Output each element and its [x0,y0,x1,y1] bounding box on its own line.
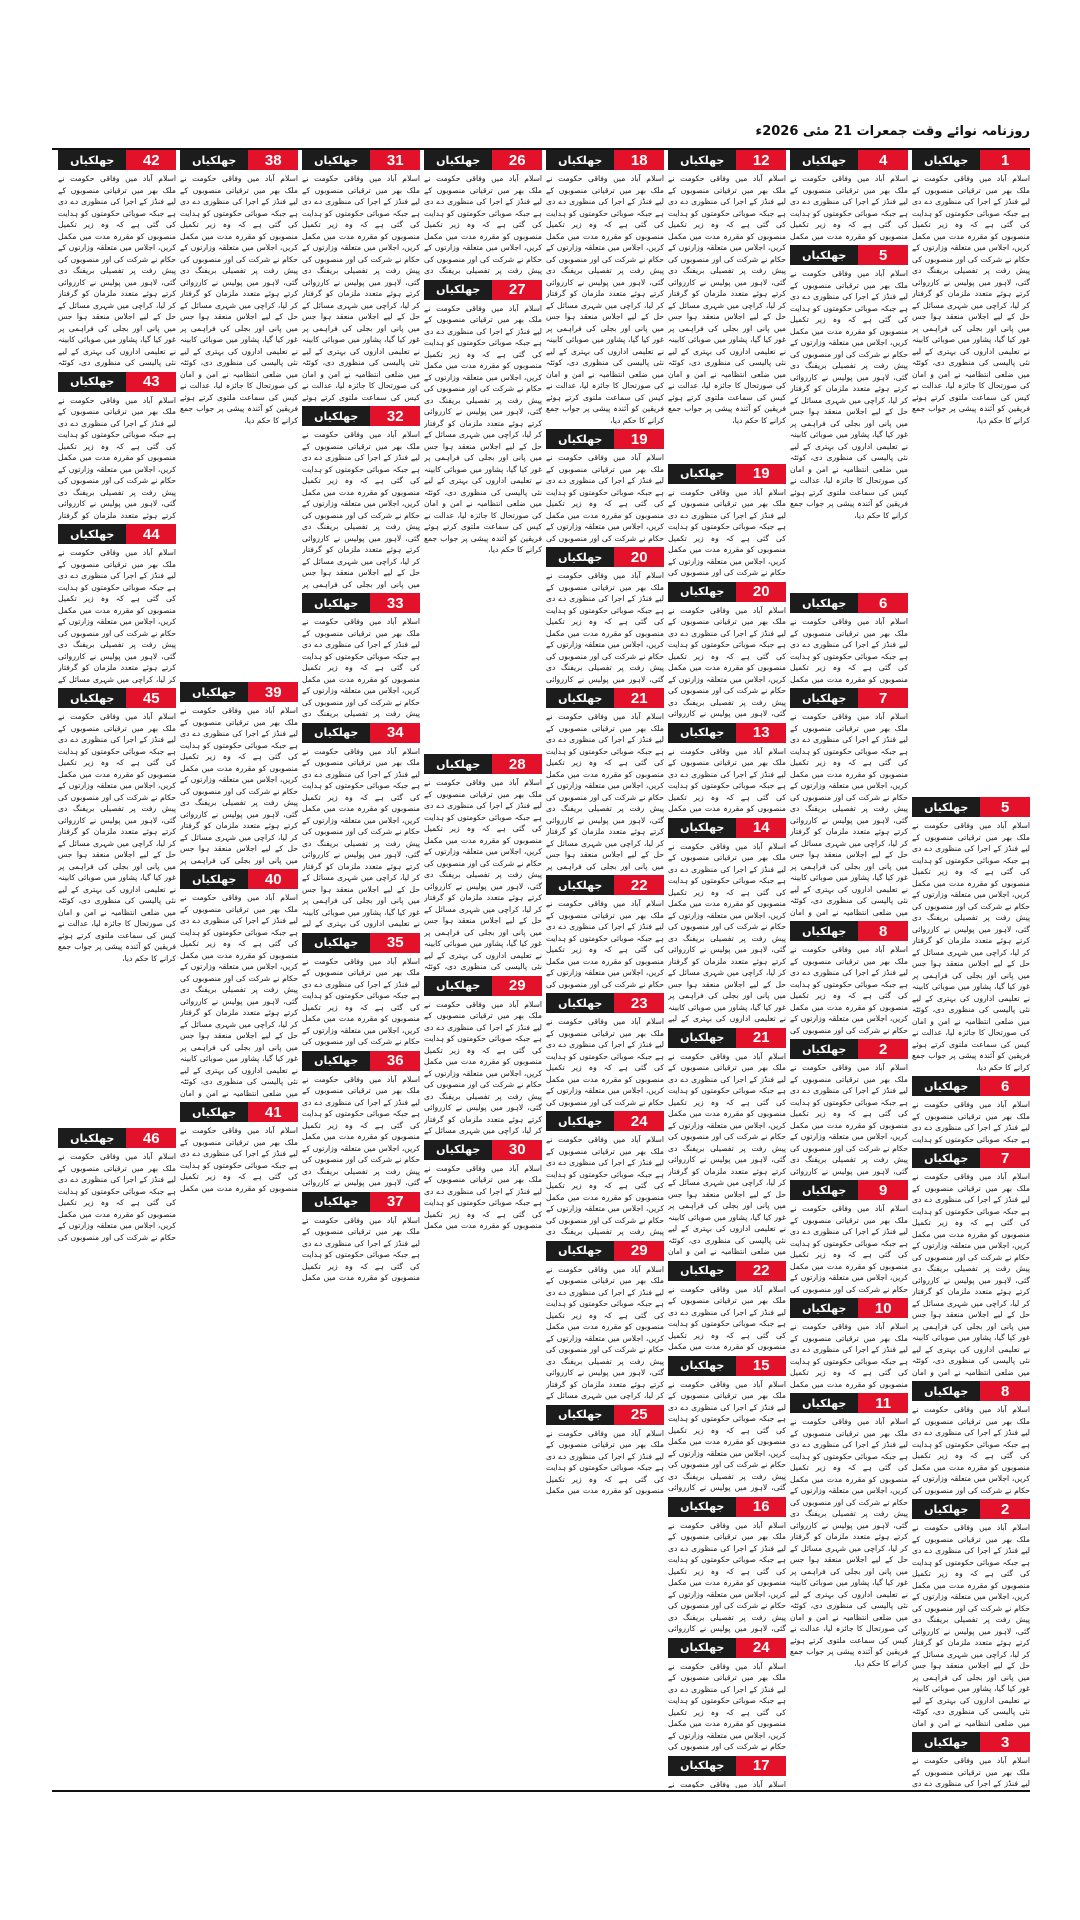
news-brief: اسلام آباد میں وفاقی حکومت نے ملک بھر میں ترقیاتی منصوبوں کے لیے فنڈز کے اجرا کی منظوری دے دی ہے جبکہ صوبائی حکومتوں کو ہدایت کی گئی ہے کہ وہ زیر تکمیل منصوبوں کو مقررہ مدت میں مکمل کریں، اجلاس میں متعلقہ وزارتوں کے حکام نے شرکت کی اور منصوبوں کی پیش رفت پر تفصیلی بریفنگ دی گئی، لاہور میں پولیس نے کارروائی کرتے ہوئے متعدد ملزمان کو گرفتار کر لیا، کراچی میں شہری مسائل کے حل کے لیے اجلاس منعقد ہوا جس میں پانی اور بجلی کی فراہمی پر [180,706,298,865]
news-brief: اسلام آباد میں وفاقی حکومت نے ملک بھر میں ترقیاتی منصوبوں کے لیے فنڈز کے اجرا کی منظوری دے دی ہے جبکہ صوبائی حکومتوں کو ہدایت کی گئی ہے کہ وہ زیر تکمیل منصوبوں کو مقررہ مدت میں مکمل کریں، اجلاس میں متعلقہ وزارتوں کے حکام نے شرکت کی اور منصوبوں کی پیش رفت پر تفصیلی بریفنگ دی گئی، لاہور میں پولیس نے کارروائی کرتے ہوئے متعدد ملزمان کو گرفتار کر لیا، کراچی میں شہری مسائل کے حل کے لیے اجلاس منعقد ہوا جس میں پانی اور بجلی کی فراہمی پر غور کیا گیا، پشاور میں صوبائی کابینہ نے تعلیمی اداروں کی بہتری کے لیے نئی پالیسی کی منظوری دی، کوئٹہ میں ضلعی انتظامیہ نے امن و امان [180,893,298,1098]
section-label [424,280,542,300]
section-number: 12 [736,150,786,170]
section-number: 20 [614,547,664,567]
news-brief: اسلام آباد میں وفاقی حکومت نے ملک بھر میں ترقیاتی منصوبوں کے لیے فنڈز کے اجرا کی منظوری دے دی ہے جبکہ صوبائی حکومتوں کو ہدایت کی گئی ہے کہ وہ زیر تکمیل منصوبوں کو مقررہ مدت میں مکمل کریں، اجلاس میں متعلقہ وزارتوں کے حکام نے شرکت کی اور منصوبوں کی پیش رفت پر تفصیلی بریفنگ دی گئی، لاہور میں پولیس نے کارروائی کرتے ہوئے متعدد ملزمان کو گرفتار کر لیا، کراچی میں شہری مسائل کے [546,1264,664,1400]
section-label [668,150,786,170]
section-number: 24 [614,1111,664,1131]
section-number: 19 [614,429,664,449]
section-label-text: جھلکیاں [668,1356,736,1376]
news-brief: اسلام آباد میں وفاقی حکومت نے ملک بھر میں ترقیاتی منصوبوں کے لیے فنڈز کے اجرا کی منظوری دے دی ہے جبکہ صوبائی حکومتوں کو ہدایت کی گئی ہے کہ وہ زیر تکمیل منصوبوں کو مقررہ مدت میں مکمل [546,1428,664,1495]
section-number: 14 [736,818,786,838]
column-8 [58,150,176,1788]
news-brief: اسلام آباد میں وفاقی حکومت نے ملک بھر میں ترقیاتی منصوبوں کے لیے فنڈز کے اجرا کی منظوری دے دی ہے جبکہ صوبائی حکومتوں کو ہدایت کی گئی ہے کہ وہ زیر تکمیل منصوبوں کو مقررہ مدت میں مکمل کریں، اجلاس میں متعلقہ وزارتوں کے حکام نے شرکت کی اور منصوبوں کی [302,956,420,1046]
section-label-text: جھلکیاں [668,818,736,838]
news-brief: اسلام آباد میں وفاقی حکومت نے ملک بھر میں ترقیاتی منصوبوں کے لیے فنڈز کے اجرا کی منظوری دے دی ہے جبکہ صوبائی حکومتوں کو ہدایت کی گئی ہے کہ وہ زیر تکمیل منصوبوں کو مقررہ مدت میں مکمل کریں، اجلاس میں متعلقہ وزارتوں کے حکام نے شرکت کی اور منصوبوں کی پیش رفت پر تفصیلی بریفنگ دی گئی، لاہور میں پولیس نے کارروائی کرتے ہوئے متعدد ملزمان کو گرفتار کر لیا، کراچی میں شہری مسائل کے حل کے لیے اجلاس منعقد ہوا جس میں پانی اور بجلی کی فراہمی پر غور کیا گیا، پشاور میں صوبائی کابینہ نے تعلیمی اداروں کی بہتری کے لیے نئی پالیسی کی منظوری دی، کوئٹہ میں ضلعی انتظامیہ نے امن و امان [790,712,908,917]
section-label [668,818,786,838]
section-label-text: جھلکیاں [912,1076,980,1096]
section-label-text: جھلکیاں [546,688,614,708]
column-1 [912,150,1030,1788]
news-brief: اسلام آباد میں وفاقی حکومت نے ملک بھر میں ترقیاتی منصوبوں کے لیے فنڈز کے اجرا کی منظوری دے دی ہے جبکہ صوبائی حکومتوں کو ہدایت کی گئی ہے کہ وہ زیر تکمیل منصوبوں کو مقررہ مدت میں مکمل کریں، اجلاس میں متعلقہ وزارتوں کے حکام نے شرکت کی اور منصوبوں کی پیش رفت پر تفصیلی بریفنگ دی گئی، لاہور میں پولیس نے کارروائی کرتے ہوئے متعدد ملزمان کو گرفتار کر لیا، کراچی میں شہری مسائل کے [58,548,176,684]
section-label-text: جھلکیاں [912,1499,980,1519]
section-number: 2 [858,1039,908,1059]
section-label [302,1192,420,1212]
section-label-text: جھلکیاں [424,1140,492,1160]
section-label [790,1180,908,1200]
section-number: 19 [736,464,786,484]
section-label-text: جھلکیاں [58,688,126,708]
news-brief: اسلام آباد میں وفاقی حکومت نے ملک بھر میں ترقیاتی منصوبوں کے لیے فنڈز کے اجرا کی منظوری دے دی ہے جبکہ صوبائی حکومتوں کو ہدایت کی گئی ہے کہ وہ زیر تکمیل منصوبوں کو مقررہ مدت میں مکمل کریں، اجلاس میں متعلقہ وزارتوں کے حکام نے شرکت کی اور منصوبوں کی پیش رفت پر تفصیلی بریفنگ دی گئی، لاہور میں پولیس نے کارروائی کرتے ہوئے متعدد ملزمان کو گرفتار کر لیا، کراچی میں شہری مسائل کے حل کے لیے اجلاس منعقد ہوا جس میں پانی اور بجلی کی فراہمی پر غور کیا گیا، پشاور میں صوبائی کابینہ نے تعلیمی اداروں کی بہتری کے لیے نئی پالیسی کی منظوری دی، کوئٹہ [424,778,542,971]
news-brief: اسلام آباد میں وفاقی حکومت نے ملک بھر میں ترقیاتی منصوبوں کے لیے فنڈز کے اجرا کی منظوری دے دی ہے جبکہ صوبائی حکومتوں کو ہدایت کی گئی ہے کہ وہ زیر تکمیل منصوبوں کو مقررہ مدت میں مکمل [668,1284,786,1351]
news-brief: اسلام آباد میں وفاقی حکومت نے ملک بھر میں ترقیاتی منصوبوں کے لیے فنڈز کے اجرا کی منظوری دے دی [912,1756,1030,1788]
section-number: 26 [492,150,542,170]
section-label [180,682,298,702]
section-label [668,1756,786,1776]
section-number: 17 [736,1756,786,1776]
section-number: 44 [126,524,176,544]
section-label [668,1356,786,1376]
section-label-text: جھلکیاں [302,150,370,170]
section-label [546,150,664,170]
section-number: 32 [370,406,420,426]
section-number: 25 [614,1405,664,1425]
section-label [424,754,542,774]
section-label-text: جھلکیاں [424,150,492,170]
section-number: 39 [248,682,298,702]
section-label [58,372,176,392]
news-brief: اسلام آباد میں وفاقی حکومت نے ملک بھر میں ترقیاتی منصوبوں کے لیے فنڈز کے اجرا کی منظوری دے دی ہے جبکہ صوبائی حکومتوں کو ہدایت [912,1100,1030,1144]
news-brief: اسلام آباد میں وفاقی حکومت نے ملک بھر میں ترقیاتی منصوبوں کے لیے فنڈز کے اجرا کی منظوری دے دی ہے جبکہ صوبائی حکومتوں کو ہدایت کی گئی ہے کہ وہ زیر تکمیل منصوبوں کو مقررہ مدت میں مکمل کریں، اجلاس میں متعلقہ وزارتوں کے حکام نے شرکت کی اور منصوبوں کی [546,453,664,543]
section-label-text: جھلکیاں [302,933,370,953]
section-label-text: جھلکیاں [668,1261,736,1281]
news-brief: اسلام آباد میں وفاقی حکومت نے ملک بھر میں ترقیاتی منصوبوں کے لیے فنڈز کے اجرا کی منظوری دے دی ہے جبکہ صوبائی حکومتوں کو ہدایت کی گئی ہے کہ وہ زیر تکمیل منصوبوں کو مقررہ مدت میں مکمل کریں، اجلاس میں متعلقہ وزارتوں کے حکام نے شرکت کی اور منصوبوں کی پیش رفت پر تفصیلی بریفنگ دی گئی، لاہور میں پولیس نے کارروائی کرتے ہوئے متعدد ملزمان کو گرفتار کر لیا، کراچی میں شہری مسائل کے حل کے لیے اجلاس منعقد ہوا جس میں پانی اور بجلی کی فراہمی پر غور کیا گیا، پشاور میں صوبائی کابینہ نے تعلیمی اداروں کی بہتری کے لیے نئی پالیسی کی منظوری دی، کوئٹہ میں ضلعی انتظامیہ نے امن و امان [912,1172,1030,1377]
section-label-text: جھلکیاں [302,406,370,426]
section-number: 7 [858,688,908,708]
section-label-text: جھلکیاں [58,150,126,170]
section-label-text: جھلکیاں [58,1128,126,1148]
section-number: 10 [858,1298,908,1318]
section-label-text: جھلکیاں [668,1497,736,1517]
news-brief: اسلام آباد میں وفاقی حکومت نے ملک بھر میں ترقیاتی منصوبوں کے لیے فنڈز کے اجرا کی منظوری دے دی ہے جبکہ صوبائی حکومتوں کو ہدایت کی گئی ہے کہ وہ زیر تکمیل منصوبوں کو مقررہ مدت میں مکمل کریں، اجلاس میں متعلقہ وزارتوں کے حکام نے شرکت کی اور منصوبوں کی پیش رفت پر تفصیلی بریفنگ دی گئی، لاہور میں پولیس نے کارروائی کرتے ہوئے متعدد ملزمان کو گرفتار کر لیا، کراچی میں شہری مسائل کے حل کے لیے اجلاس منعقد ہوا جس میں پانی اور بجلی کی فراہمی پر غور کیا گیا، پشاور میں صوبائی کابینہ نے تعلیمی اداروں کی بہتری کے لیے نئی پالیسی کی منظوری دی، کوئٹہ میں ضلعی انتظامیہ نے امن و امان کی صورتحال کا جائزہ لیا، عدالت نے کیس کی سماعت ملتوی کرتے ہوئے فریقین کو آئندہ پیشی پر جواب جمع کرانے کا حکم دیا، [912,821,1030,1072]
section-number: 45 [126,688,176,708]
section-label-text: جھلکیاں [668,1028,736,1048]
section-label [668,1638,786,1658]
news-brief: اسلام آباد میں وفاقی حکومت نے ملک بھر میں ترقیاتی منصوبوں کے لیے فنڈز کے اجرا کی منظوری دے دی ہے جبکہ صوبائی حکومتوں کو ہدایت کی گئی ہے کہ وہ زیر تکمیل منصوبوں کو مقررہ مدت میں مکمل کریں، اجلاس میں متعلقہ وزارتوں کے حکام نے شرکت کی اور منصوبوں کی پیش رفت پر تفصیلی بریفنگ دی گئی، لاہور میں پولیس نے کارروائی [790,1063,908,1176]
section-label-text: جھلکیاں [546,150,614,170]
section-label-text: جھلکیاں [790,1298,858,1318]
section-number: 27 [492,280,542,300]
section-number: 6 [858,593,908,613]
section-label-text: جھلکیاں [790,688,858,708]
section-label-text: جھلکیاں [302,1192,370,1212]
section-number: 1 [980,150,1030,170]
section-label-text: جھلکیاں [790,150,858,170]
section-number: 40 [248,869,298,889]
news-brief: اسلام آباد میں وفاقی حکومت نے ملک بھر میں ترقیاتی منصوبوں کے لیے فنڈز کے اجرا کی منظوری دے دی ہے جبکہ صوبائی حکومتوں کو ہدایت کی گئی ہے کہ وہ زیر تکمیل منصوبوں کو مقررہ مدت میں مکمل کریں، اجلاس میں متعلقہ وزارتوں کے حکام نے شرکت کی اور منصوبوں کی پیش رفت پر تفصیلی بریفنگ دی گئی، لاہور میں پولیس نے کارروائی کرتے ہوئے متعدد ملزمان کو گرفتار کر لیا، کراچی میں شہری مسائل کے حل کے لیے اجلاس منعقد ہوا جس میں پانی اور بجلی کی فراہمی پر غور کیا گیا، پشاور میں صوبائی کابینہ نے تعلیمی اداروں کی بہتری کے لیے نئی پالیسی کی منظوری دی، کوئٹہ میں ضلعی انتظامیہ نے امن و امان کی صورتحال کا جائزہ لیا، عدالت نے کیس کی سماعت ملتوی کرتے ہوئے [302,174,420,402]
section-number: 6 [980,1076,1030,1096]
section-label [790,921,908,941]
news-brief: اسلام آباد میں وفاقی حکومت نے ملک بھر میں ترقیاتی منصوبوں کے لیے فنڈز کے اجرا کی منظوری دے دی ہے جبکہ صوبائی حکومتوں کو ہدایت کی گئی ہے کہ وہ زیر تکمیل منصوبوں کو مقررہ مدت میں مکمل کریں، اجلاس میں متعلقہ وزارتوں کے حکام نے شرکت کی اور منصوبوں کی پیش رفت پر تفصیلی بریفنگ دی گئی، لاہور میں پولیس نے کارروائی کرتے ہوئے متعدد ملزمان کو گرفتار کر لیا، کراچی میں شہری مسائل کے حل کے لیے اجلاس منعقد ہوا جس میں پانی اور بجلی کی فراہمی پر غور کیا گیا، پشاور میں صوبائی کابینہ نے تعلیمی اداروں کی بہتری کے لیے نئی پالیسی کی منظوری دی، کوئٹہ میں ضلعی انتظامیہ نے امن و امان [668,1051,786,1256]
section-label-text: جھلکیاں [546,1405,614,1425]
section-label [912,1076,1030,1096]
section-label [180,150,298,170]
news-brief: اسلام آباد میں وفاقی حکومت نے ملک بھر میں ترقیاتی منصوبوں کے لیے فنڈز کے اجرا کی منظوری دے دی ہے جبکہ صوبائی حکومتوں کو ہدایت کی گئی ہے کہ وہ زیر تکمیل منصوبوں کو مقررہ مدت میں مکمل کریں، اجلاس میں متعلقہ وزارتوں کے حکام نے شرکت کی اور منصوبوں کی پیش رفت پر تفصیلی بریفنگ دی گئی، لاہور میں پولیس نے کارروائی کرتے ہوئے متعدد ملزمان کو گرفتار کر لیا، کراچی میں شہری مسائل کے حل کے لیے اجلاس منعقد ہوا جس میں پانی اور بجلی کی فراہمی پر غور کیا گیا، پشاور میں صوبائی کابینہ نے تعلیمی اداروں کی بہتری کے لیے نئی پالیسی کی منظوری دی، کوئٹہ میں ضلعی انتظامیہ نے امن و امان [912,1523,1030,1728]
news-brief: اسلام آباد میں وفاقی حکومت نے ملک بھر میں ترقیاتی منصوبوں کے لیے فنڈز کے اجرا کی منظوری دے دی ہے جبکہ صوبائی حکومتوں کو ہدایت کی گئی ہے کہ وہ زیر تکمیل منصوبوں کو مقررہ مدت میں مکمل کریں، اجلاس میں متعلقہ وزارتوں کے حکام نے شرکت کی اور منصوبوں کی [790,1204,908,1294]
section-number: 28 [492,754,542,774]
news-brief: اسلام آباد میں وفاقی حکومت نے ملک بھر میں ترقیاتی منصوبوں کے لیے فنڈز کے اجرا کی منظوری دے دی ہے جبکہ صوبائی حکومتوں کو ہدایت کی گئی ہے کہ وہ زیر تکمیل منصوبوں کو مقررہ مدت میں مکمل کریں، اجلاس میں متعلقہ وزارتوں کے حکام نے شرکت کی اور منصوبوں کی [546,1017,664,1107]
section-number: 37 [370,1192,420,1212]
section-number: 5 [980,797,1030,817]
news-brief: اسلام آباد میں وفاقی حکومت نے ملک بھر میں ترقیاتی منصوبوں کے لیے فنڈز کے اجرا کی منظوری دے دی ہے جبکہ صوبائی حکومتوں کو ہدایت کی گئی ہے کہ وہ زیر تکمیل منصوبوں کو مقررہ مدت میں مکمل کریں، اجلاس میں متعلقہ وزارتوں کے حکام نے شرکت کی اور منصوبوں کی پیش رفت پر تفصیلی بریفنگ دی گئی، لاہور میں پولیس نے کارروائی کرتے ہوئے متعدد ملزمان کو گرفتار کر لیا، کراچی میں شہری مسائل کے حل کے لیے اجلاس منعقد ہوا جس میں پانی اور بجلی کی فراہمی پر غور کیا گیا، پشاور میں صوبائی کابینہ نے تعلیمی اداروں کی بہتری کے لیے [302,746,420,928]
section-label-text: جھلکیاں [790,1039,858,1059]
section-label-text: جھلکیاں [668,723,736,743]
section-label [790,688,908,708]
section-label-text: جھلکیاں [668,1638,736,1658]
section-label-text: جھلکیاں [790,1393,858,1413]
column-7 [180,150,298,1788]
section-number: 2 [980,1499,1030,1519]
section-number: 29 [492,976,542,996]
column-3 [668,150,786,1788]
section-label [58,688,176,708]
news-brief: اسلام آباد میں وفاقی حکومت نے ملک بھر میں ترقیاتی منصوبوں کے لیے فنڈز کے اجرا کی منظوری دے دی ہے جبکہ صوبائی حکومتوں کو ہدایت کی گئی ہے کہ وہ زیر تکمیل منصوبوں کو مقررہ مدت میں مکمل کریں، اجلاس میں متعلقہ وزارتوں کے حکام نے شرکت کی اور منصوبوں کی پیش رفت پر تفصیلی بریفنگ دی گئی، لاہور میں پولیس نے کارروائی کرتے ہوئے متعدد ملزمان کو گرفتار کر لیا، کراچی میں شہری مسائل کے [424,999,542,1135]
news-brief: اسلام آباد میں وفاقی حکومت نے ملک بھر میں ترقیاتی منصوبوں کے لیے فنڈز کے اجرا کی منظوری دے دی ہے جبکہ صوبائی حکومتوں کو ہدایت کی گئی ہے کہ وہ زیر تکمیل منصوبوں کو مقررہ مدت میں مکمل کریں، اجلاس میں متعلقہ وزارتوں کے حکام نے شرکت کی اور منصوبوں کی پیش رفت پر تفصیلی بریفنگ دی [424,174,542,275]
section-number: 5 [858,245,908,265]
section-number: 43 [126,372,176,392]
section-label-text: جھلکیاں [58,524,126,544]
section-label [302,1051,420,1071]
news-brief: اسلام آباد میں وفاقی حکومت نے ملک بھر میں ترقیاتی منصوبوں کے لیے فنڈز کے اجرا کی منظوری دے دی ہے جبکہ صوبائی حکومتوں کو ہدایت کی گئی ہے کہ وہ زیر تکمیل منصوبوں کو مقررہ مدت میں مکمل کریں، اجلاس میں متعلقہ وزارتوں کے حکام نے شرکت کی اور منصوبوں کی پیش رفت پر تفصیلی بریفنگ دی گئی، لاہور میں پولیس نے کارروائی کرتے ہوئے متعدد ملزمان کو گرفتار کر لیا، کراچی میں شہری مسائل کے حل کے لیے اجلاس منعقد ہوا جس میں پانی اور بجلی کی فراہمی پر غور کیا گیا، پشاور میں صوبائی کابینہ نے تعلیمی اداروں کی بہتری کے لیے نئی پالیسی کی منظوری دی، کوئٹہ [58,174,176,367]
news-brief: اسلام آباد میں وفاقی حکومت نے ملک بھر میں ترقیاتی منصوبوں کے لیے فنڈز کے اجرا کی منظوری دے دی ہے جبکہ صوبائی حکومتوں کو ہدایت کی گئی ہے کہ وہ زیر تکمیل منصوبوں کو مقررہ مدت میں مکمل کریں، اجلاس میں متعلقہ وزارتوں کے حکام نے شرکت کی اور منصوبوں کی پیش رفت پر تفصیلی بریفنگ دی [302,617,420,718]
news-brief: اسلام آباد میں وفاقی حکومت نے ملک بھر میں ترقیاتی منصوبوں کے لیے فنڈز کے اجرا کی منظوری دے دی ہے جبکہ صوبائی حکومتوں کو ہدایت کی گئی ہے کہ وہ زیر تکمیل منصوبوں کو مقررہ مدت میں مکمل کریں، اجلاس میں متعلقہ وزارتوں کے حکام نے شرکت کی اور منصوبوں کی پیش رفت پر تفصیلی بریفنگ دی گئی، لاہور میں پولیس نے کارروائی کرتے ہوئے متعدد ملزمان کو گرفتار کر لیا، کراچی میں شہری مسائل کے حل کے لیے اجلاس منعقد ہوا جس میں پانی اور بجلی کی فراہمی پر غور کیا گیا، پشاور میں صوبائی کابینہ نے تعلیمی اداروں کی بہتری کے لیے [668,841,786,1023]
section-label-text: جھلکیاں [912,1732,980,1752]
section-label-text: جھلکیاں [790,921,858,941]
section-number: 20 [736,582,786,602]
section-label [668,1261,786,1281]
section-number: 31 [370,150,420,170]
section-number: 35 [370,933,420,953]
section-number: 21 [736,1028,786,1048]
section-label-text: جھلکیاں [790,593,858,613]
section-label [546,875,664,895]
section-label [912,150,1030,170]
section-label [790,593,908,613]
section-label [424,976,542,996]
section-number: 4 [858,150,908,170]
section-label [180,869,298,889]
news-brief: اسلام آباد میں وفاقی حکومت نے ملک بھر میں ترقیاتی منصوبوں کے لیے فنڈز کے اجرا کی منظوری دے دی ہے جبکہ صوبائی حکومتوں کو ہدایت کی گئی ہے کہ وہ زیر تکمیل منصوبوں کو مقررہ مدت میں مکمل کریں، اجلاس میں متعلقہ وزارتوں کے حکام نے شرکت کی اور منصوبوں کی پیش رفت پر تفصیلی بریفنگ دی گئی، لاہور میں پولیس نے کارروائی کرتے ہوئے متعدد ملزمان کو گرفتار کر لیا، کراچی میں شہری مسائل کے حل کے لیے اجلاس منعقد ہوا جس میں پانی اور بجلی کی فراہمی پر [546,712,664,871]
section-number: 18 [614,150,664,170]
section-label-text: جھلکیاں [180,682,248,702]
column-5 [424,150,542,1788]
section-label [58,524,176,544]
section-label [668,723,786,743]
news-brief: اسلام آباد میں وفاقی حکومت نے ملک بھر میں ترقیاتی منصوبوں کے لیے فنڈز کے اجرا کی منظوری دے دی ہے جبکہ صوبائی حکومتوں کو ہدایت کی گئی ہے کہ وہ زیر تکمیل منصوبوں کو مقررہ مدت میں مکمل کریں، اجلاس میں متعلقہ وزارتوں کے حکام نے شرکت کی اور منصوبوں کی پیش رفت پر تفصیلی بریفنگ دی گئی، لاہور میں پولیس نے کارروائی کرتے ہوئے متعدد ملزمان کو گرفتار [58,395,176,520]
section-label-text: جھلکیاں [180,869,248,889]
section-label [790,1039,908,1059]
section-number: 33 [370,593,420,613]
section-label-text: جھلکیاں [546,1241,614,1261]
section-label-text: جھلکیاں [668,1756,736,1776]
section-number: 22 [736,1261,786,1281]
section-label-text: جھلکیاں [302,1051,370,1071]
section-label-text: جھلکیاں [912,150,980,170]
news-brief: اسلام آباد میں وفاقی حکومت نے ملک بھر میں ترقیاتی منصوبوں کے لیے فنڈز کے اجرا کی منظوری دے دی ہے جبکہ صوبائی حکومتوں کو ہدایت کی گئی ہے کہ وہ زیر تکمیل منصوبوں کو مقررہ مدت میں مکمل کریں، اجلاس میں متعلقہ وزارتوں کے حکام نے شرکت کی اور منصوبوں کی پیش رفت پر تفصیلی بریفنگ دی گئی، لاہور میں پولیس نے کارروائی کرتے ہوئے متعدد ملزمان کو گرفتار کر لیا، کراچی میں شہری مسائل کے حل کے لیے اجلاس منعقد ہوا جس میں پانی اور بجلی کی فراہمی پر غور کیا گیا، پشاور میں صوبائی کابینہ نے تعلیمی اداروں کی بہتری کے لیے نئی پالیسی کی منظوری دی، کوئٹہ میں ضلعی انتظامیہ نے امن و امان کی صورتحال کا جائزہ لیا، عدالت نے کیس کی سماعت ملتوی کرتے ہوئے فریقین کو آئندہ پیشی پر جواب جمع کرانے کا حکم دیا، [790,1417,908,1668]
section-label [546,688,664,708]
section-label [912,1381,1030,1401]
section-number: 8 [980,1381,1030,1401]
section-label [912,1732,1030,1752]
section-number: 21 [614,688,664,708]
news-brief: اسلام آباد میں وفاقی حکومت نے [668,1779,786,1788]
news-brief: اسلام آباد میں وفاقی حکومت نے ملک بھر میں ترقیاتی منصوبوں کے لیے فنڈز کے اجرا کی منظوری دے دی ہے جبکہ صوبائی حکومتوں کو ہدایت کی گئی ہے کہ وہ زیر تکمیل منصوبوں کو مقررہ مدت میں مکمل کریں، اجلاس میں متعلقہ وزارتوں کے حکام نے شرکت کی اور منصوبوں کی [790,945,908,1035]
section-label-text: جھلکیاں [180,1102,248,1122]
news-brief: اسلام آباد میں وفاقی حکومت نے ملک بھر میں ترقیاتی منصوبوں کے لیے فنڈز کے اجرا کی منظوری دے دی ہے جبکہ صوبائی حکومتوں کو ہدایت کی گئی ہے کہ وہ زیر تکمیل منصوبوں کو مقررہ مدت میں مکمل کریں، اجلاس میں متعلقہ وزارتوں کے حکام نے شرکت کی اور منصوبوں کی پیش رفت پر تفصیلی بریفنگ دی گئی، لاہور میں پولیس نے کارروائی [668,1379,786,1492]
section-label [790,245,908,265]
section-label-text: جھلکیاں [912,797,980,817]
section-number: 16 [736,1497,786,1517]
news-brief: اسلام آباد میں وفاقی حکومت نے ملک بھر میں ترقیاتی منصوبوں کے لیے فنڈز کے اجرا کی منظوری دے دی ہے جبکہ صوبائی حکومتوں کو ہدایت کی گئی ہے کہ وہ زیر تکمیل منصوبوں کو مقررہ مدت میں مکمل کریں، اجلاس میں متعلقہ وزارتوں کے حکام نے شرکت کی اور منصوبوں کی پیش رفت پر تفصیلی بریفنگ دی گئی، لاہور میں پولیس نے کارروائی کرتے ہوئے متعدد ملزمان کو گرفتار کر لیا، کراچی میں شہری مسائل کے حل کے لیے اجلاس منعقد ہوا جس میں پانی اور بجلی کی فراہمی پر غور کیا گیا، پشاور میں صوبائی کابینہ نے تعلیمی اداروں کی بہتری کے لیے نئی پالیسی کی منظوری دی، کوئٹہ میں ضلعی انتظامیہ نے امن و امان کی صورتحال کا جائزہ لیا، عدالت نے کیس کی سماعت ملتوی کرتے ہوئے فریقین کو آئندہ پیشی پر جواب جمع کرانے کا حکم دیا، [668,174,786,425]
news-brief: اسلام آباد میں وفاقی حکومت نے ملک بھر میں ترقیاتی منصوبوں کے لیے فنڈز کے اجرا کی منظوری دے دی ہے جبکہ صوبائی حکومتوں کو ہدایت کی گئی ہے کہ وہ زیر تکمیل منصوبوں کو مقررہ مدت میں مکمل کریں، اجلاس میں متعلقہ وزارتوں کے حکام نے شرکت کی اور منصوبوں کی [912,1405,1030,1495]
section-label [790,1298,908,1318]
dateline: روزنامہ نوائے وقت جمعرات 21 مئی 2026ء [755,124,1030,139]
news-brief: اسلام آباد میں وفاقی حکومت نے ملک بھر میں ترقیاتی منصوبوں کے لیے فنڈز کے اجرا کی منظوری دے دی ہے جبکہ صوبائی حکومتوں کو ہدایت کی گئی ہے کہ وہ زیر تکمیل منصوبوں کو مقررہ مدت میں مکمل کریں، اجلاس میں متعلقہ وزارتوں کے حکام نے شرکت کی اور منصوبوں کی [668,1661,786,1751]
column-4 [546,150,664,1788]
section-label [58,150,176,170]
section-number: 42 [126,150,176,170]
section-number: 8 [858,921,908,941]
news-brief: اسلام آباد میں وفاقی حکومت نے ملک بھر میں ترقیاتی منصوبوں کے لیے فنڈز کے اجرا کی منظوری دے دی ہے جبکہ صوبائی حکومتوں کو ہدایت کی گئی ہے کہ وہ زیر تکمیل منصوبوں کو مقررہ مدت میں مکمل [180,1126,298,1193]
news-brief: اسلام آباد میں وفاقی حکومت نے ملک بھر میں ترقیاتی منصوبوں کے لیے فنڈز کے اجرا کی منظوری دے دی ہے جبکہ صوبائی حکومتوں کو ہدایت کی گئی ہے کہ وہ زیر تکمیل منصوبوں کو مقررہ مدت میں مکمل [668,746,786,813]
section-label-text: جھلکیاں [668,464,736,484]
section-label-text: جھلکیاں [668,582,736,602]
news-brief: اسلام آباد میں وفاقی حکومت نے ملک بھر میں ترقیاتی منصوبوں کے لیے فنڈز کے اجرا کی منظوری دے دی ہے جبکہ صوبائی حکومتوں کو ہدایت کی گئی ہے کہ وہ زیر تکمیل منصوبوں کو مقررہ مدت میں مکمل کریں، اجلاس میں متعلقہ وزارتوں کے حکام نے شرکت کی اور منصوبوں کی [546,899,664,989]
section-label [546,1241,664,1261]
section-number: 24 [736,1638,786,1658]
section-number: 13 [736,723,786,743]
section-label-text: جھلکیاں [790,245,858,265]
section-number: 38 [248,150,298,170]
section-number: 22 [614,875,664,895]
section-label [302,723,420,743]
news-brief: اسلام آباد میں وفاقی حکومت نے ملک بھر میں ترقیاتی منصوبوں کے لیے فنڈز کے اجرا کی منظوری دے دی ہے جبکہ صوبائی حکومتوں کو ہدایت کی گئی ہے کہ وہ زیر تکمیل منصوبوں کو مقررہ مدت میں مکمل کریں، اجلاس میں متعلقہ وزارتوں کے حکام نے شرکت کی اور منصوبوں کی پیش رفت پر تفصیلی بریفنگ دی گئی، لاہور میں پولیس نے کارروائی کرتے ہوئے متعدد ملزمان کو گرفتار کر لیا، کراچی میں شہری مسائل کے حل کے لیے اجلاس منعقد ہوا جس میں پانی اور بجلی کی فراہمی پر غور کیا گیا، پشاور میں صوبائی کابینہ نے تعلیمی اداروں کی بہتری کے لیے نئی پالیسی کی منظوری دی، کوئٹہ میں ضلعی انتظامیہ نے امن و امان کی صورتحال کا جائزہ لیا، عدالت نے کیس کی سماعت ملتوی کرتے ہوئے فریقین کو آئندہ پیشی پر جواب جمع کرانے کا حکم دیا، [58,712,176,963]
section-number: 41 [248,1102,298,1122]
news-brief: اسلام آباد میں وفاقی حکومت نے ملک بھر میں ترقیاتی منصوبوں کے لیے فنڈز کے اجرا کی منظوری دے دی ہے جبکہ صوبائی حکومتوں کو ہدایت کی گئی ہے کہ وہ زیر تکمیل منصوبوں کو مقررہ مدت میں مکمل [790,174,908,241]
section-label-text: جھلکیاں [546,547,614,567]
news-brief: اسلام آباد میں وفاقی حکومت نے ملک بھر میں ترقیاتی منصوبوں کے لیے فنڈز کے اجرا کی منظوری دے دی ہے جبکہ صوبائی حکومتوں کو ہدایت کی گئی ہے کہ وہ زیر تکمیل منصوبوں کو مقررہ مدت میں مکمل کریں، اجلاس میں متعلقہ وزارتوں کے حکام نے شرکت کی اور منصوبوں کی [668,487,786,577]
section-label [912,1499,1030,1519]
news-brief: اسلام آباد میں وفاقی حکومت نے ملک بھر میں ترقیاتی منصوبوں کے لیے فنڈز کے اجرا کی منظوری دے دی ہے جبکہ صوبائی حکومتوں کو ہدایت کی گئی ہے کہ وہ زیر تکمیل منصوبوں کو مقررہ مدت میں مکمل کریں، اجلاس میں متعلقہ وزارتوں کے حکام نے شرکت کی اور منصوبوں کی پیش رفت پر تفصیلی بریفنگ دی گئی، لاہور میں پولیس نے کارروائی کرتے ہوئے متعدد ملزمان کو گرفتار کر لیا، کراچی میں شہری مسائل کے حل کے لیے اجلاس منعقد ہوا جس میں پانی اور بجلی کی فراہمی پر غور کیا گیا، پشاور میں صوبائی کابینہ نے تعلیمی اداروں کی بہتری کے لیے نئی پالیسی کی منظوری دی، کوئٹہ میں ضلعی انتظامیہ نے امن و امان کی صورتحال کا جائزہ لیا، عدالت نے کیس کی سماعت ملتوی کرتے ہوئے فریقین کو آئندہ پیشی پر جواب جمع کرانے کا حکم دیا، [180,174,298,425]
news-brief: اسلام آباد میں وفاقی حکومت نے ملک بھر میں ترقیاتی منصوبوں کے لیے فنڈز کے اجرا کی منظوری دے دی ہے جبکہ صوبائی حکومتوں کو ہدایت کی گئی ہے کہ وہ زیر تکمیل منصوبوں کو مقررہ مدت میں مکمل کریں، اجلاس میں متعلقہ وزارتوں کے حکام نے شرکت کی اور منصوبوں کی پیش رفت پر تفصیلی بریفنگ دی گئی، لاہور میں پولیس نے کارروائی [546,571,664,684]
section-label [546,547,664,567]
news-brief: اسلام آباد میں وفاقی حکومت نے ملک بھر میں ترقیاتی منصوبوں کے لیے فنڈز کے اجرا کی منظوری دے دی ہے جبکہ صوبائی حکومتوں کو ہدایت کی گئی ہے کہ وہ زیر تکمیل منصوبوں کو مقررہ مدت میں مکمل [790,617,908,684]
section-label-text: جھلکیاں [302,723,370,743]
section-number: 29 [614,1241,664,1261]
section-number: 3 [980,1732,1030,1752]
section-label [546,1405,664,1425]
section-label [180,1102,298,1122]
section-label [668,1497,786,1517]
section-number: 15 [736,1356,786,1376]
section-label [424,150,542,170]
section-label [302,593,420,613]
section-number: 36 [370,1051,420,1071]
section-number: 11 [858,1393,908,1413]
section-label-text: جھلکیاں [790,1180,858,1200]
news-brief: اسلام آباد میں وفاقی حکومت نے ملک بھر میں ترقیاتی منصوبوں کے لیے فنڈز کے اجرا کی منظوری دے دی ہے جبکہ صوبائی حکومتوں کو ہدایت کی گئی ہے کہ وہ زیر تکمیل منصوبوں کو مقررہ مدت میں مکمل کریں، اجلاس میں متعلقہ وزارتوں کے حکام نے شرکت کی اور منصوبوں کی پیش رفت پر تفصیلی بریفنگ دی گئی، لاہور میں پولیس نے کارروائی کرتے ہوئے متعدد ملزمان کو گرفتار کر لیا، کراچی میں شہری مسائل کے حل کے لیے اجلاس منعقد ہوا جس میں پانی اور بجلی کی فراہمی پر غور کیا گیا، پشاور میں صوبائی کابینہ نے تعلیمی اداروں کی بہتری کے لیے نئی پالیسی کی منظوری دی، کوئٹہ میں ضلعی انتظامیہ نے امن و امان کی صورتحال کا جائزہ لیا، عدالت نے کیس کی سماعت ملتوی کرتے ہوئے فریقین کو آئندہ پیشی پر جواب جمع کرانے کا حکم دیا، [790,269,908,520]
news-brief: اسلام آباد میں وفاقی حکومت نے ملک بھر میں ترقیاتی منصوبوں کے لیے فنڈز کے اجرا کی منظوری دے دی ہے جبکہ صوبائی حکومتوں کو ہدایت کی گئی ہے کہ وہ زیر تکمیل منصوبوں کو مقررہ مدت میں مکمل کریں، اجلاس میں متعلقہ وزارتوں کے حکام نے شرکت کی اور منصوبوں کی پیش رفت پر تفصیلی بریفنگ دی گئی، لاہور میں پولیس نے کارروائی کرتے ہوئے متعدد ملزمان کو گرفتار کر لیا، کراچی میں شہری مسائل کے حل کے لیے اجلاس منعقد ہوا جس میں پانی اور بجلی کی فراہمی پر غور کیا گیا، پشاور میں صوبائی کابینہ نے تعلیمی اداروں کی بہتری کے لیے نئی پالیسی کی منظوری دی، کوئٹہ میں ضلعی انتظامیہ نے امن و امان کی صورتحال کا جائزہ لیا، عدالت نے کیس کی سماعت ملتوی کرتے ہوئے فریقین کو آئندہ پیشی پر جواب جمع کرانے کا حکم دیا، [424,303,542,554]
news-brief: اسلام آباد میں وفاقی حکومت نے ملک بھر میں ترقیاتی منصوبوں کے لیے فنڈز کے اجرا کی منظوری دے دی ہے جبکہ صوبائی حکومتوں کو ہدایت کی گئی ہے کہ وہ زیر تکمیل منصوبوں کو مقررہ مدت میں مکمل کریں، اجلاس میں متعلقہ وزارتوں کے حکام نے شرکت کی اور منصوبوں کی پیش رفت پر تفصیلی بریفنگ دی [546,1135,664,1236]
news-brief: اسلام آباد میں وفاقی حکومت نے ملک بھر میں ترقیاتی منصوبوں کے لیے فنڈز کے اجرا کی منظوری دے دی ہے جبکہ صوبائی حکومتوں کو ہدایت کی گئی ہے کہ وہ زیر تکمیل منصوبوں کو مقررہ مدت میں مکمل کریں، اجلاس میں متعلقہ وزارتوں کے حکام نے شرکت کی اور منصوبوں کی پیش رفت پر تفصیلی بریفنگ دی گئی، لاہور میں پولیس نے کارروائی [668,1520,786,1633]
section-label-text: جھلکیاں [424,976,492,996]
news-brief: اسلام آباد میں وفاقی حکومت نے ملک بھر میں ترقیاتی منصوبوں کے لیے فنڈز کے اجرا کی منظوری دے دی ہے جبکہ صوبائی حکومتوں کو ہدایت کی گئی ہے کہ وہ زیر تکمیل منصوبوں کو مقررہ مدت میں مکمل [302,1215,420,1282]
section-label-text: جھلکیاں [302,593,370,613]
news-brief: اسلام آباد میں وفاقی حکومت نے ملک بھر میں ترقیاتی منصوبوں کے لیے فنڈز کے اجرا کی منظوری دے دی ہے جبکہ صوبائی حکومتوں کو ہدایت کی گئی ہے کہ وہ زیر تکمیل منصوبوں کو مقررہ مدت میں مکمل کریں، اجلاس میں متعلقہ وزارتوں کے حکام نے شرکت کی اور منصوبوں کی پیش رفت پر تفصیلی بریفنگ دی گئی، لاہور میں پولیس نے کارروائی [668,605,786,718]
news-brief: اسلام آباد میں وفاقی حکومت نے ملک بھر میں ترقیاتی منصوبوں کے لیے فنڈز کے اجرا کی منظوری دے دی ہے جبکہ صوبائی حکومتوں کو ہدایت کی گئی ہے کہ وہ زیر تکمیل منصوبوں کو مقررہ مدت میں مکمل کریں، اجلاس میں متعلقہ وزارتوں کے حکام نے شرکت کی اور منصوبوں کی پیش رفت پر تفصیلی بریفنگ دی گئی، لاہور میں پولیس نے کارروائی کرتے ہوئے متعدد ملزمان کو گرفتار کر لیا، کراچی میں شہری مسائل کے حل کے لیے اجلاس منعقد ہوا جس میں پانی اور بجلی کی فراہمی پر غور کیا گیا، پشاور میں صوبائی کابینہ نے تعلیمی اداروں کی بہتری کے لیے نئی پالیسی کی منظوری دی، کوئٹہ میں ضلعی انتظامیہ نے امن و امان کی صورتحال کا جائزہ لیا، عدالت نے کیس کی سماعت ملتوی کرتے ہوئے فریقین کو آئندہ پیشی پر جواب جمع کرانے کا حکم دیا، [912,174,1030,425]
section-label [302,150,420,170]
section-label [668,582,786,602]
section-label [790,150,908,170]
column-2 [790,150,908,1788]
section-label-text: جھلکیاں [424,754,492,774]
section-label [302,406,420,426]
section-label [668,464,786,484]
section-label-text: جھلکیاں [912,1148,980,1168]
news-brief: اسلام آباد میں وفاقی حکومت نے ملک بھر میں ترقیاتی منصوبوں کے لیے فنڈز کے اجرا کی منظوری دے دی ہے جبکہ صوبائی حکومتوں کو ہدایت کی گئی ہے کہ وہ زیر تکمیل منصوبوں کو مقررہ مدت میں مکمل کریں، اجلاس میں متعلقہ وزارتوں کے حکام نے شرکت کی اور منصوبوں کی [58,1152,176,1242]
section-label-text: جھلکیاں [58,372,126,392]
column-6 [302,150,420,1788]
section-number: 46 [126,1128,176,1148]
news-brief: اسلام آباد میں وفاقی حکومت نے ملک بھر میں ترقیاتی منصوبوں کے لیے فنڈز کے اجرا کی منظوری دے دی ہے جبکہ صوبائی حکومتوں کو ہدایت کی گئی ہے کہ وہ زیر تکمیل منصوبوں کو مقررہ مدت میں مکمل کریں، اجلاس میں متعلقہ وزارتوں کے حکام نے شرکت کی اور منصوبوں کی پیش رفت پر تفصیلی بریفنگ دی گئی، لاہور میں پولیس نے کارروائی کرتے ہوئے متعدد ملزمان کو گرفتار کر لیا، کراچی میں شہری مسائل کے حل کے لیے اجلاس منعقد ہوا جس میں پانی اور بجلی کی فراہمی پر غور کیا گیا، پشاور میں صوبائی کابینہ نے تعلیمی اداروں کی بہتری کے لیے نئی پالیسی کی منظوری دی، کوئٹہ میں ضلعی انتظامیہ نے امن و امان کی صورتحال کا جائزہ لیا، عدالت نے کیس کی سماعت ملتوی کرتے ہوئے فریقین کو آئندہ پیشی پر جواب جمع کرانے کا حکم دیا، [546,174,664,425]
section-label-text: جھلکیاں [912,1381,980,1401]
news-brief: اسلام آباد میں وفاقی حکومت نے ملک بھر میں ترقیاتی منصوبوں کے لیے فنڈز کے اجرا کی منظوری دے دی ہے جبکہ صوبائی حکومتوں کو ہدایت کی گئی ہے کہ وہ زیر تکمیل منصوبوں کو مقررہ مدت میں مکمل [424,1163,542,1230]
news-brief: اسلام آباد میں وفاقی حکومت نے ملک بھر میں ترقیاتی منصوبوں کے لیے فنڈز کے اجرا کی منظوری دے دی ہے جبکہ صوبائی حکومتوں کو ہدایت کی گئی ہے کہ وہ زیر تکمیل منصوبوں کو مقررہ مدت میں مکمل کریں، اجلاس میں متعلقہ وزارتوں کے حکام نے شرکت کی اور منصوبوں کی پیش رفت پر تفصیلی بریفنگ دی گئی، لاہور میں پولیس نے کارروائی [302,1074,420,1187]
section-label [424,1140,542,1160]
section-label-text: جھلکیاں [546,429,614,449]
section-label [546,993,664,1013]
section-label [302,933,420,953]
section-label [668,1028,786,1048]
section-label [790,1393,908,1413]
news-brief: اسلام آباد میں وفاقی حکومت نے ملک بھر میں ترقیاتی منصوبوں کے لیے فنڈز کے اجرا کی منظوری دے دی ہے جبکہ صوبائی حکومتوں کو ہدایت کی گئی ہے کہ وہ زیر تکمیل منصوبوں کو مقررہ مدت میں مکمل کریں، اجلاس میں متعلقہ وزارتوں کے حکام نے شرکت کی اور منصوبوں کی پیش رفت پر تفصیلی بریفنگ دی گئی، لاہور میں پولیس نے کارروائی کرتے ہوئے متعدد ملزمان کو گرفتار کر لیا، کراچی میں شہری مسائل کے حل کے لیے اجلاس منعقد ہوا جس میں پانی اور بجلی کی فراہمی پر [302,430,420,589]
section-label-text: جھلکیاں [424,280,492,300]
bottom-rule [52,1790,1030,1792]
section-label-text: جھلکیاں [668,150,736,170]
section-label-text: جھلکیاں [546,875,614,895]
section-label [58,1128,176,1148]
section-label-text: جھلکیاں [546,993,614,1013]
section-label-text: جھلکیاں [546,1111,614,1131]
news-brief: اسلام آباد میں وفاقی حکومت نے ملک بھر میں ترقیاتی منصوبوں کے لیے فنڈز کے اجرا کی منظوری دے دی ہے جبکہ صوبائی حکومتوں کو ہدایت کی گئی ہے کہ وہ زیر تکمیل منصوبوں کو مقررہ مدت میں مکمل [790,1322,908,1389]
section-number: 34 [370,723,420,743]
section-number: 7 [980,1148,1030,1168]
section-number: 30 [492,1140,542,1160]
section-label-text: جھلکیاں [180,150,248,170]
section-label [546,1111,664,1131]
section-number: 23 [614,993,664,1013]
section-label [912,797,1030,817]
section-number: 9 [858,1180,908,1200]
section-label [546,429,664,449]
section-label [912,1148,1030,1168]
